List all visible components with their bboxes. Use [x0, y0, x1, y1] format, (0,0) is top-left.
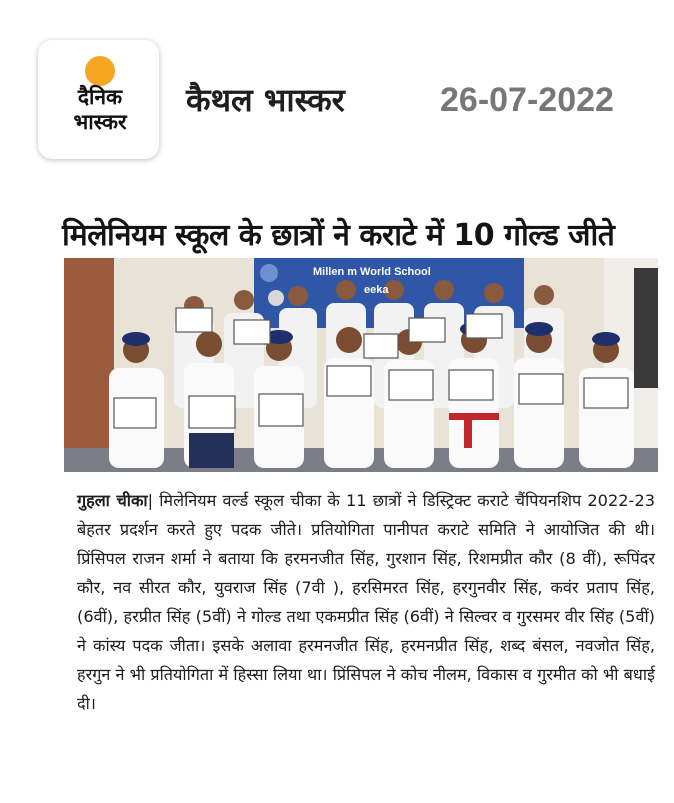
- group-photo: [64, 258, 658, 472]
- logo-text-line1: दैनिक: [77, 85, 123, 109]
- article-text: मिलेनियम वर्ल्ड स्कूल चीका के 11 छात्रों ने डिस्ट्रिक्ट कराटे चैंपियनशिप 2022-23 बेहतर प्रदर्शन करते हुए पदक जीते। प्रतियोगिता पानीपत कराटे समिति ने आयोजित की थी। प्रिंसिपल राजन शर्मा ने बताया कि हरमनजीत सिंह, गुरशान सिंह, रिशमप्रीत कौर (8 वीं), रूपिंदर कौर, नव सीरत कौर, युवराज सिंह (7वी ), हरसिमरत सिंह, हरगुनवीर सिंह, कवंर प्रताप सिंह,(6वीं), हरप्रीत सिंह (5वीं) ने गोल्ड तथा एकमप्रीत सिंह (6वीं) ने सिल्वर व गुरसमर वीर सिंह (5वीं) ने कांस्य पदक जीता। इसके अलावा हरमनजीत सिंह, हरमनप्रीत सिंह, शब्द बंसल, नवजोत सिंह, हरगुन ने भी प्रतियोगिता में हिस्सा लिया था। प्रिंसिपल ने कोच नीलम, विकास व गुरमीत को भी बधाई दी।: [77, 491, 655, 713]
- dateline-separator: |: [147, 491, 154, 510]
- sun-icon: [85, 56, 115, 86]
- headline: मिलेनियम स्कूल के छात्रों ने कराटे में 10 गोल्ड जीते: [62, 218, 615, 253]
- banner-text: Millen m World School: [313, 266, 431, 278]
- logo-text-line2: भास्कर: [73, 110, 127, 134]
- group-photo-illustration: [64, 258, 658, 472]
- banner-text-2: eeka: [364, 284, 389, 296]
- article-body: [77, 486, 655, 718]
- dateline-place: गुहला चीका: [77, 491, 148, 510]
- edition-name: कैथल भास्कर: [186, 81, 345, 119]
- edition-date: 26-07-2022: [440, 81, 614, 119]
